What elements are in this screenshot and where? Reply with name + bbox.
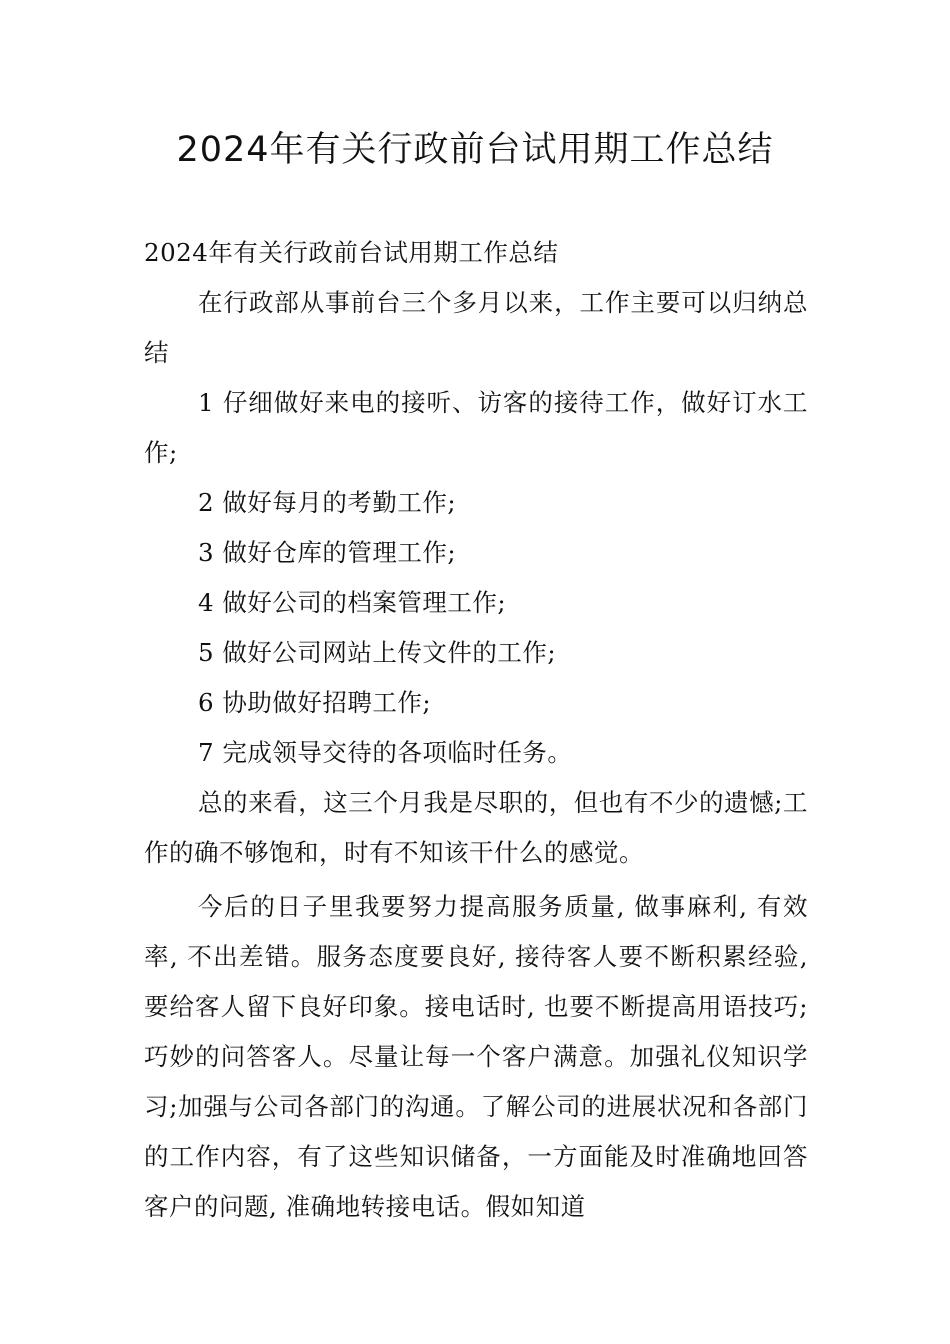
summary-paragraph: 总的来看，这三个月我是尽职的，但也有不少的遗憾;工作的确不够饱和，时有不知该干什么的感觉。 [144, 788, 808, 867]
list-item-2: 2 做好每月的考勤工作; [198, 488, 457, 517]
list-item-3: 3 做好仓库的管理工作; [198, 538, 457, 567]
list-item-4: 4 做好公司的档案管理工作; [198, 588, 507, 617]
document-title: 2024年有关行政前台试用期工作总结 [176, 130, 774, 170]
list-item-6: 6 协助做好招聘工作; [198, 688, 432, 717]
intro-paragraph: 在行政部从事前台三个多月以来，工作主要可以归纳总结 [144, 288, 808, 367]
list-item-5: 5 做好公司网站上传文件的工作; [198, 638, 557, 667]
document-subtitle: 2024年有关行政前台试用期工作总结 [144, 238, 559, 267]
plan-paragraph: 今后的日子里我要努力提高服务质量, 做事麻利, 有效率, 不出差错。服务态度要良好, 接待客人要不断积累经验, 要给客人留下良好印象。接电话时, 也要不断提高用语技巧;巧妙的问答客人。尽量让每一个客户满意。加强礼仪知识学习;加强与公司各部门的沟通。了解公司的进展状况和各部门的工作内容，有了这些知识储备，一方面能及时准确地回答客户的问题, 准确地转接电话。假如知道 [144, 892, 808, 1221]
list-item-1: 1 仔细做好来电的接听、访客的接待工作，做好订水工作; [144, 388, 808, 467]
list-item-7: 7 完成领导交待的各项临时任务。 [198, 738, 573, 767]
document-body [144, 228, 808, 1232]
